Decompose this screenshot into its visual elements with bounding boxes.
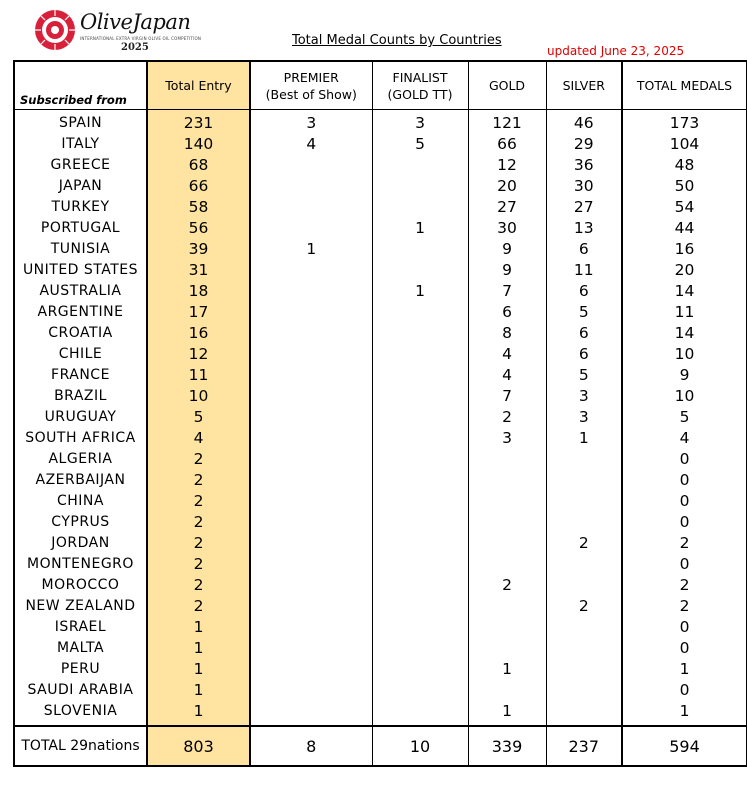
cell-gold: 2 bbox=[468, 574, 546, 595]
table-row bbox=[14, 658, 747, 679]
cell-total-medals: 0 bbox=[622, 616, 747, 637]
cell-total-medals: 1 bbox=[622, 700, 747, 726]
cell-total-entry: 2 bbox=[147, 511, 250, 532]
cell-total-medals: 20 bbox=[622, 259, 747, 280]
cell-gold: 4 bbox=[468, 343, 546, 364]
cell-gold: 1 bbox=[468, 658, 546, 679]
cell-finalist bbox=[372, 196, 468, 217]
total-silver: 237 bbox=[546, 726, 622, 766]
table-row bbox=[14, 133, 747, 154]
cell-silver: 13 bbox=[546, 217, 622, 238]
totals-row bbox=[14, 726, 747, 766]
cell-total-medals: 2 bbox=[622, 532, 747, 553]
cell-silver bbox=[546, 679, 622, 700]
sunburst-logo-icon bbox=[33, 8, 77, 52]
table-row bbox=[14, 301, 747, 322]
total-country: TOTAL 29nations bbox=[14, 726, 147, 766]
cell-country: MOROCCO bbox=[14, 574, 147, 595]
cell-silver: 1 bbox=[546, 427, 622, 448]
header-premier-line1: PREMIER bbox=[283, 69, 339, 85]
header-row bbox=[14, 61, 747, 110]
cell-gold: 7 bbox=[468, 280, 546, 301]
cell-total-medals: 54 bbox=[622, 196, 747, 217]
table-row bbox=[14, 448, 747, 469]
cell-total-medals: 5 bbox=[622, 406, 747, 427]
cell-silver bbox=[546, 448, 622, 469]
cell-country: MONTENEGRO bbox=[14, 553, 147, 574]
cell-finalist bbox=[372, 343, 468, 364]
table-row bbox=[14, 322, 747, 343]
cell-silver: 11 bbox=[546, 259, 622, 280]
cell-country: NEW ZEALAND bbox=[14, 595, 147, 616]
cell-gold: 3 bbox=[468, 427, 546, 448]
total-finalist: 10 bbox=[372, 726, 468, 766]
header-finalist-line1: FINALIST bbox=[392, 69, 448, 85]
cell-finalist bbox=[372, 637, 468, 658]
cell-premier bbox=[250, 154, 372, 175]
cell-gold: 1 bbox=[468, 700, 546, 726]
cell-premier bbox=[250, 196, 372, 217]
cell-gold: 6 bbox=[468, 301, 546, 322]
logo-year: 2025 bbox=[121, 42, 149, 53]
table-row bbox=[14, 196, 747, 217]
cell-country: CROATIA bbox=[14, 322, 147, 343]
cell-country: FRANCE bbox=[14, 364, 147, 385]
cell-total-medals: 14 bbox=[622, 322, 747, 343]
cell-premier bbox=[250, 259, 372, 280]
cell-silver bbox=[546, 700, 622, 726]
cell-finalist bbox=[372, 238, 468, 259]
cell-silver bbox=[546, 469, 622, 490]
cell-total-entry: 1 bbox=[147, 679, 250, 700]
cell-finalist bbox=[372, 448, 468, 469]
cell-silver: 30 bbox=[546, 175, 622, 196]
total-medals: 594 bbox=[622, 726, 747, 766]
cell-silver bbox=[546, 490, 622, 511]
cell-total-entry: 2 bbox=[147, 490, 250, 511]
cell-total-entry: 2 bbox=[147, 553, 250, 574]
cell-total-entry: 58 bbox=[147, 196, 250, 217]
cell-country: ITALY bbox=[14, 133, 147, 154]
cell-country: URUGUAY bbox=[14, 406, 147, 427]
cell-gold bbox=[468, 448, 546, 469]
cell-premier bbox=[250, 658, 372, 679]
cell-gold bbox=[468, 532, 546, 553]
cell-gold: 9 bbox=[468, 238, 546, 259]
cell-total-medals: 44 bbox=[622, 217, 747, 238]
cell-silver: 2 bbox=[546, 532, 622, 553]
cell-finalist bbox=[372, 364, 468, 385]
cell-gold: 9 bbox=[468, 259, 546, 280]
cell-premier bbox=[250, 532, 372, 553]
cell-silver: 6 bbox=[546, 322, 622, 343]
cell-country: AZERBAIJAN bbox=[14, 469, 147, 490]
cell-premier bbox=[250, 427, 372, 448]
cell-finalist bbox=[372, 259, 468, 280]
cell-country: AUSTRALIA bbox=[14, 280, 147, 301]
cell-finalist bbox=[372, 532, 468, 553]
cell-country: PORTUGAL bbox=[14, 217, 147, 238]
cell-silver: 3 bbox=[546, 385, 622, 406]
table-row bbox=[14, 616, 747, 637]
logo-subtitle: INTERNATIONAL EXTRA VIRGIN OLIVE OIL COMPETITION bbox=[80, 36, 202, 41]
cell-total-entry: 2 bbox=[147, 574, 250, 595]
total-premier: 8 bbox=[250, 726, 372, 766]
table-row bbox=[14, 595, 747, 616]
cell-premier bbox=[250, 637, 372, 658]
header-gold: GOLD bbox=[468, 61, 546, 110]
updated-date: updated June 23, 2025 bbox=[547, 44, 685, 58]
cell-finalist: 1 bbox=[372, 280, 468, 301]
cell-total-entry: 56 bbox=[147, 217, 250, 238]
table-row bbox=[14, 175, 747, 196]
cell-gold bbox=[468, 490, 546, 511]
cell-total-medals: 0 bbox=[622, 448, 747, 469]
header-total-entry: Total Entry bbox=[147, 61, 250, 110]
cell-country: TURKEY bbox=[14, 196, 147, 217]
table-row bbox=[14, 238, 747, 259]
cell-total-entry: 5 bbox=[147, 406, 250, 427]
cell-total-medals: 0 bbox=[622, 679, 747, 700]
cell-gold bbox=[468, 616, 546, 637]
cell-total-entry: 12 bbox=[147, 343, 250, 364]
cell-total-entry: 4 bbox=[147, 427, 250, 448]
cell-premier bbox=[250, 679, 372, 700]
cell-country: ISRAEL bbox=[14, 616, 147, 637]
cell-total-entry: 140 bbox=[147, 133, 250, 154]
cell-premier bbox=[250, 616, 372, 637]
cell-silver bbox=[546, 616, 622, 637]
cell-country: CHINA bbox=[14, 490, 147, 511]
cell-total-medals: 173 bbox=[622, 110, 747, 134]
cell-premier: 4 bbox=[250, 133, 372, 154]
header-silver: SILVER bbox=[546, 61, 622, 110]
total-gold: 339 bbox=[468, 726, 546, 766]
table-row bbox=[14, 700, 747, 726]
cell-silver: 3 bbox=[546, 406, 622, 427]
cell-country: MALTA bbox=[14, 637, 147, 658]
cell-country: CHILE bbox=[14, 343, 147, 364]
cell-total-entry: 2 bbox=[147, 448, 250, 469]
cell-premier bbox=[250, 553, 372, 574]
table-row bbox=[14, 574, 747, 595]
cell-total-medals: 0 bbox=[622, 511, 747, 532]
cell-total-medals: 9 bbox=[622, 364, 747, 385]
cell-premier bbox=[250, 574, 372, 595]
cell-finalist bbox=[372, 154, 468, 175]
cell-finalist bbox=[372, 616, 468, 637]
cell-finalist bbox=[372, 490, 468, 511]
cell-gold: 8 bbox=[468, 322, 546, 343]
olive-japan-logo bbox=[33, 8, 203, 58]
table-row bbox=[14, 637, 747, 658]
cell-gold: 30 bbox=[468, 217, 546, 238]
cell-total-medals: 16 bbox=[622, 238, 747, 259]
cell-finalist bbox=[372, 175, 468, 196]
cell-gold bbox=[468, 469, 546, 490]
cell-country: JORDAN bbox=[14, 532, 147, 553]
cell-silver: 5 bbox=[546, 364, 622, 385]
cell-country: ALGERIA bbox=[14, 448, 147, 469]
cell-silver bbox=[546, 574, 622, 595]
cell-gold: 27 bbox=[468, 196, 546, 217]
cell-premier bbox=[250, 448, 372, 469]
cell-total-medals: 10 bbox=[622, 385, 747, 406]
cell-premier bbox=[250, 280, 372, 301]
cell-finalist bbox=[372, 322, 468, 343]
page-title: Total Medal Counts by Countries bbox=[292, 33, 502, 48]
cell-total-medals: 48 bbox=[622, 154, 747, 175]
cell-silver: 5 bbox=[546, 301, 622, 322]
cell-total-entry: 1 bbox=[147, 658, 250, 679]
cell-gold bbox=[468, 553, 546, 574]
cell-finalist: 3 bbox=[372, 110, 468, 134]
cell-silver: 6 bbox=[546, 343, 622, 364]
cell-total-medals: 11 bbox=[622, 301, 747, 322]
cell-finalist bbox=[372, 511, 468, 532]
cell-gold: 20 bbox=[468, 175, 546, 196]
cell-country: ARGENTINE bbox=[14, 301, 147, 322]
cell-premier bbox=[250, 175, 372, 196]
cell-total-medals: 4 bbox=[622, 427, 747, 448]
cell-total-medals: 1 bbox=[622, 658, 747, 679]
cell-silver: 36 bbox=[546, 154, 622, 175]
cell-silver: 27 bbox=[546, 196, 622, 217]
cell-finalist bbox=[372, 700, 468, 726]
cell-silver: 29 bbox=[546, 133, 622, 154]
cell-silver bbox=[546, 511, 622, 532]
cell-finalist bbox=[372, 301, 468, 322]
cell-premier: 3 bbox=[250, 110, 372, 134]
table-row bbox=[14, 364, 747, 385]
cell-gold bbox=[468, 511, 546, 532]
cell-total-entry: 231 bbox=[147, 110, 250, 134]
cell-total-entry: 1 bbox=[147, 616, 250, 637]
cell-premier bbox=[250, 343, 372, 364]
cell-premier bbox=[250, 385, 372, 406]
cell-silver: 6 bbox=[546, 280, 622, 301]
cell-total-medals: 0 bbox=[622, 637, 747, 658]
cell-finalist bbox=[372, 427, 468, 448]
cell-total-entry: 16 bbox=[147, 322, 250, 343]
table-row bbox=[14, 490, 747, 511]
cell-premier bbox=[250, 700, 372, 726]
cell-premier bbox=[250, 595, 372, 616]
cell-country: TUNISIA bbox=[14, 238, 147, 259]
cell-total-entry: 66 bbox=[147, 175, 250, 196]
cell-finalist bbox=[372, 658, 468, 679]
cell-total-entry: 2 bbox=[147, 532, 250, 553]
table-row bbox=[14, 110, 747, 134]
table-row bbox=[14, 553, 747, 574]
cell-finalist bbox=[372, 385, 468, 406]
cell-silver: 6 bbox=[546, 238, 622, 259]
cell-total-entry: 31 bbox=[147, 259, 250, 280]
cell-total-medals: 50 bbox=[622, 175, 747, 196]
cell-gold: 121 bbox=[468, 110, 546, 134]
cell-gold: 12 bbox=[468, 154, 546, 175]
cell-finalist bbox=[372, 469, 468, 490]
header-premier bbox=[250, 61, 372, 110]
cell-country: SOUTH AFRICA bbox=[14, 427, 147, 448]
cell-total-entry: 68 bbox=[147, 154, 250, 175]
medal-table-body bbox=[14, 110, 747, 727]
cell-finalist: 1 bbox=[372, 217, 468, 238]
cell-country: SPAIN bbox=[14, 110, 147, 134]
header-finalist-line2: (GOLD TT) bbox=[387, 86, 453, 102]
table-row bbox=[14, 511, 747, 532]
table-row bbox=[14, 154, 747, 175]
cell-gold bbox=[468, 679, 546, 700]
cell-premier bbox=[250, 490, 372, 511]
table-row bbox=[14, 217, 747, 238]
cell-silver: 46 bbox=[546, 110, 622, 134]
table-row bbox=[14, 469, 747, 490]
cell-total-entry: 1 bbox=[147, 637, 250, 658]
cell-premier bbox=[250, 217, 372, 238]
cell-premier bbox=[250, 469, 372, 490]
cell-silver bbox=[546, 553, 622, 574]
table-row bbox=[14, 385, 747, 406]
cell-country: JAPAN bbox=[14, 175, 147, 196]
cell-premier: 1 bbox=[250, 238, 372, 259]
cell-country: SLOVENIA bbox=[14, 700, 147, 726]
cell-country: UNITED STATES bbox=[14, 259, 147, 280]
table-row bbox=[14, 406, 747, 427]
cell-premier bbox=[250, 406, 372, 427]
table-row bbox=[14, 679, 747, 700]
cell-silver bbox=[546, 637, 622, 658]
cell-finalist bbox=[372, 679, 468, 700]
cell-gold bbox=[468, 595, 546, 616]
cell-silver bbox=[546, 658, 622, 679]
cell-gold: 7 bbox=[468, 385, 546, 406]
cell-premier bbox=[250, 322, 372, 343]
cell-country: PERU bbox=[14, 658, 147, 679]
cell-total-entry: 2 bbox=[147, 595, 250, 616]
cell-premier bbox=[250, 364, 372, 385]
cell-premier bbox=[250, 301, 372, 322]
cell-total-entry: 39 bbox=[147, 238, 250, 259]
table-row bbox=[14, 280, 747, 301]
cell-total-medals: 14 bbox=[622, 280, 747, 301]
cell-total-medals: 2 bbox=[622, 595, 747, 616]
cell-total-medals: 0 bbox=[622, 469, 747, 490]
cell-finalist bbox=[372, 553, 468, 574]
header-finalist bbox=[372, 61, 468, 110]
cell-total-medals: 0 bbox=[622, 553, 747, 574]
cell-total-medals: 0 bbox=[622, 490, 747, 511]
logo-wordmark: OliveJapan bbox=[80, 10, 191, 34]
cell-total-entry: 1 bbox=[147, 700, 250, 726]
header-total-medals: TOTAL MEDALS bbox=[622, 61, 747, 110]
cell-gold bbox=[468, 637, 546, 658]
cell-finalist bbox=[372, 574, 468, 595]
cell-total-entry: 18 bbox=[147, 280, 250, 301]
header-country: Subscribed from bbox=[14, 61, 147, 110]
cell-total-medals: 2 bbox=[622, 574, 747, 595]
cell-total-entry: 11 bbox=[147, 364, 250, 385]
cell-total-entry: 2 bbox=[147, 469, 250, 490]
cell-total-entry: 10 bbox=[147, 385, 250, 406]
cell-premier bbox=[250, 511, 372, 532]
cell-country: BRAZIL bbox=[14, 385, 147, 406]
cell-silver: 2 bbox=[546, 595, 622, 616]
medal-table bbox=[13, 60, 747, 767]
cell-finalist bbox=[372, 595, 468, 616]
cell-gold: 66 bbox=[468, 133, 546, 154]
table-row bbox=[14, 532, 747, 553]
cell-country: GREECE bbox=[14, 154, 147, 175]
cell-finalist: 5 bbox=[372, 133, 468, 154]
cell-country: SAUDI ARABIA bbox=[14, 679, 147, 700]
cell-country: CYPRUS bbox=[14, 511, 147, 532]
cell-total-entry: 17 bbox=[147, 301, 250, 322]
header-premier-line2: (Best of Show) bbox=[265, 86, 357, 102]
total-entry: 803 bbox=[147, 726, 250, 766]
table-row bbox=[14, 259, 747, 280]
cell-total-medals: 104 bbox=[622, 133, 747, 154]
cell-finalist bbox=[372, 406, 468, 427]
cell-total-medals: 10 bbox=[622, 343, 747, 364]
cell-gold: 4 bbox=[468, 364, 546, 385]
table-row bbox=[14, 427, 747, 448]
cell-gold: 2 bbox=[468, 406, 546, 427]
table-row bbox=[14, 343, 747, 364]
